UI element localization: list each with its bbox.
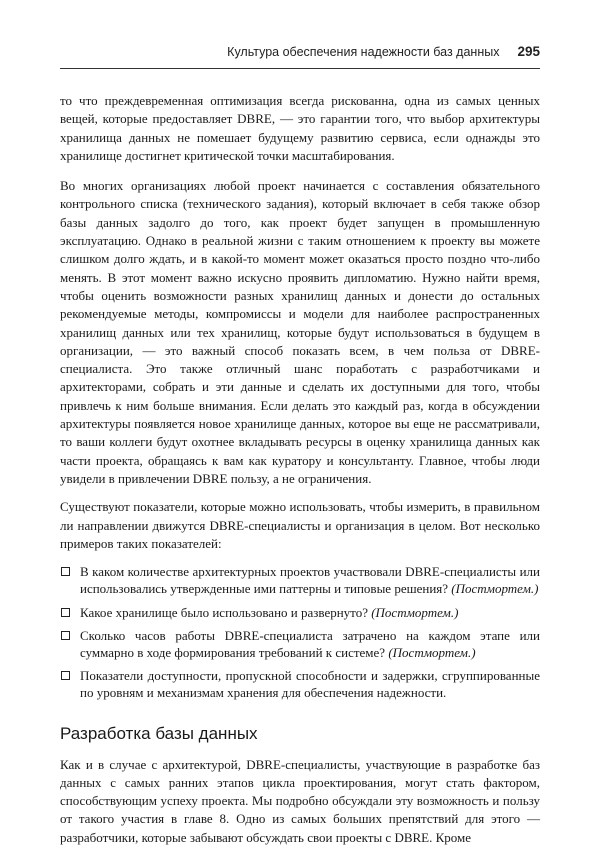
checkbox-bullet-icon (61, 671, 70, 680)
list-item (60, 627, 540, 661)
section-heading: Разработка базы данных (60, 723, 258, 743)
running-header (60, 44, 540, 59)
checkbox-bullet-icon (61, 631, 70, 640)
list-item-text: Какое хранилище было использовано и развернуто? (80, 604, 372, 620)
list-item (60, 563, 540, 597)
paragraph: Как и в случае с архитектурой, DBRE-специалисты, участвующие в разработке баз данных с самых ранних этапов цикла проектирования, могут стать фактором, способствующим успеху проекта. Мы подробно обсуждали эту возможность и пользу от такого участия в главе 8. Одно из самых больших препятствий для этого — разработчики, которые забывают обсуждать свои проекты с DBRE. Кроме (60, 756, 540, 845)
list-item-note: (Постмортем.) (388, 644, 476, 660)
list-item-text: Сколько часов работы DBRE-специалиста затрачено на каждом этапе или суммарно в ходе формирования требований к системе? (80, 627, 540, 660)
paragraph: Существуют показатели, которые можно использовать, чтобы измерить, в правильном ли направлении движутся DBRE-специалисты и организация в целом. Вот несколько примеров таких показателей: (60, 499, 540, 551)
checkbox-bullet-icon (61, 567, 70, 576)
header-rule (60, 68, 540, 69)
list-item (60, 667, 540, 701)
list-item-text: Показатели доступности, пропускной способности и задержки, сгруппированные по уровням и механизмам хранения для обеспечения надежности. (80, 668, 540, 701)
list-item (60, 604, 540, 621)
checklist (60, 563, 540, 701)
list-item-text: В каком количестве архитектурных проектов участвовали DBRE-специалисты или использовались утвержденные ими паттерны и типовые решения? (80, 564, 540, 597)
chapter-title: Культура обеспечения надежности баз данных (227, 45, 500, 59)
page-number: 295 (517, 44, 540, 59)
page-body (60, 92, 540, 857)
paragraph: то что преждевременная оптимизация всегда рискованна, одна из самых ценных вещей, которые предоставляет DBRE, — это гарантии того, что выбор архитектуры хранилища данных не помешает будущему развитию сервиса, если однажды это хранилище достигнет критической точки масштабирования. (60, 93, 540, 163)
list-item-note: (Постмортем.) (371, 604, 459, 620)
list-item-note: (Постмортем.) (451, 581, 539, 597)
book-page (60, 0, 540, 848)
paragraph: Во многих организациях любой проект начинается с составления обязательного контрольного списка (технического задания), который включает в себя также обзор базы данных задолго до того, как проект будет запущен в промышленную эксплуатацию. Однако в реальной жизни с таким отношением к проекту вы можете слишком долго ждать, и в какой-то момент может оказаться просто поздно что-либо менять. В этот момент важно искусно проявить дипломатию. Нужно найти время, чтобы оценить возможности разных хранилищ данных и донести до остальных рекомендуемые методы, компромиссы и модели для наиболее распространенных хранилищ данных или тех хранилищ, которые будут использоваться в будущем в организации, — это важный способ показать всем, в чем польза от DBRE-специалиста. Это также отличный шанс поработать с разработчиками и архитекторами, собрать и эти данные и сделать их доступными для того, чтобы привлечь к ним больше внимания. Если делать это каждый раз, когда в обсуждении архитектуры появляется новое хранилище данных, которое вы еще не рассматривали, то ваши коллеги будут охотнее вкладывать ресурсы в оценку хранилища данных как части проекта, обращаясь к вам как куратору и консультанту. Главное, чтобы люди увидели в привлечении DBRE пользу, а не ограничения. (60, 178, 540, 486)
checkbox-bullet-icon (61, 608, 70, 617)
